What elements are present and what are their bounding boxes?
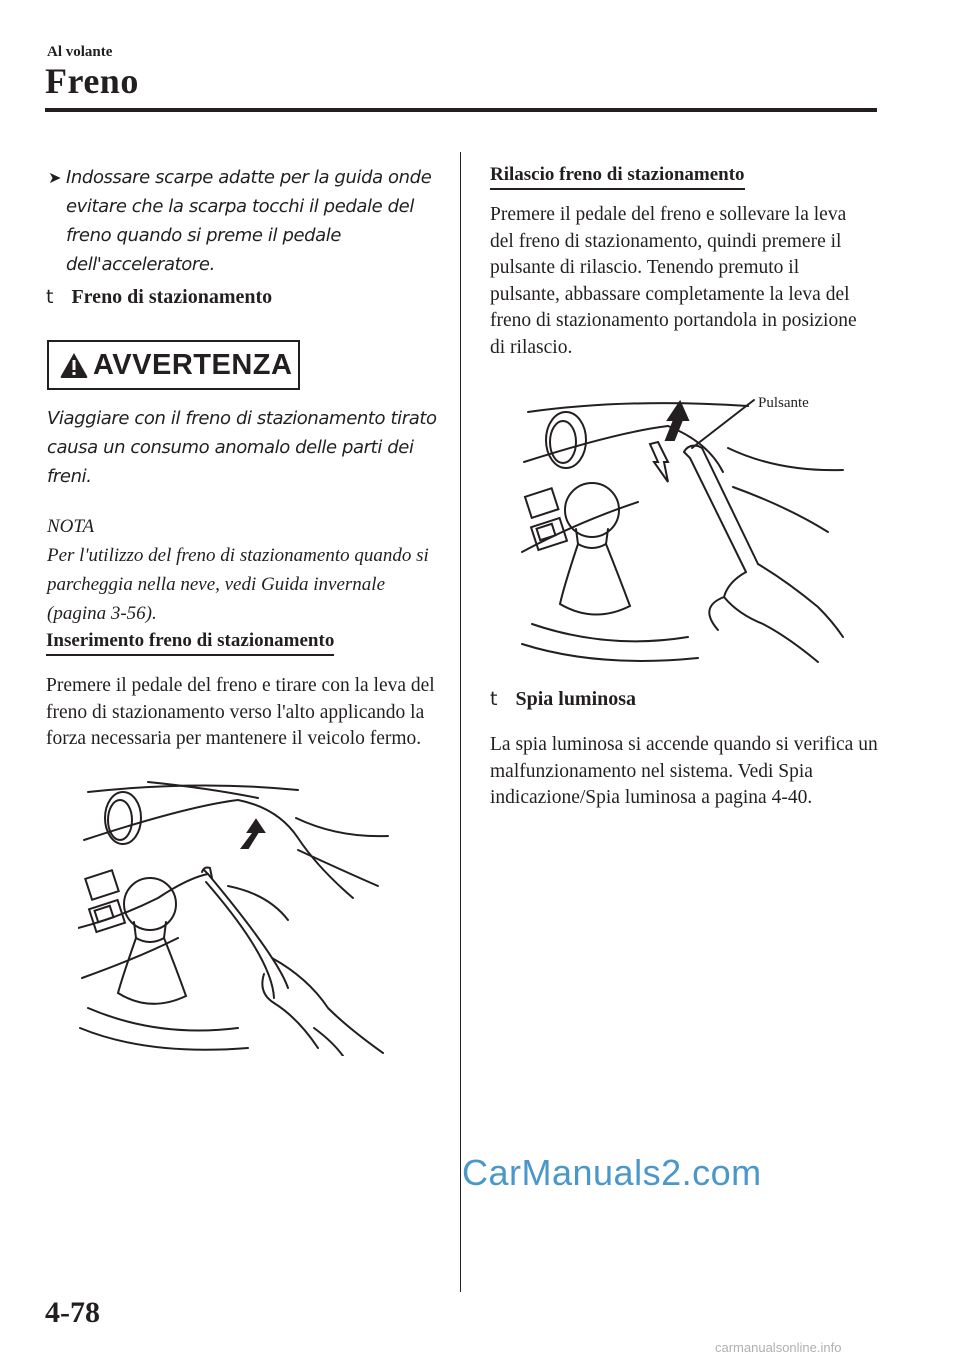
warning-triangle-icon [59, 351, 89, 379]
title-rule [45, 108, 877, 112]
release-text: Premere il pedale del freno e sollevare la leva del freno di stazionamento, quindi premere il pulsante di rilascio. Tenendo premuto il pulsante, abbassare completamente la leva del freno di stazionamento portandola in posizione di rilascio. [490, 204, 857, 358]
page-title: Freno [45, 61, 139, 101]
nota-block [47, 512, 447, 628]
subsection-title: Spia luminosa [515, 688, 637, 710]
release-heading-wrap [490, 164, 745, 186]
engage-heading-wrap [46, 630, 334, 652]
nota-text: Per l'utilizzo del freno di stazionamento quando si parcheggia nella neve, vedi Guida invernale (pagina 3-56). [47, 545, 429, 624]
engage-heading: Inserimento freno di stazionamento [46, 630, 334, 656]
warning-text: Viaggiare con il freno di stazionamento tirato causa un consumo anomalo delle parti dei freni. [47, 408, 437, 487]
warning-box [47, 340, 300, 390]
section-label: Al volante [47, 44, 113, 60]
engage-lever-figure [78, 778, 396, 1056]
button-callout-label: Pulsante [758, 395, 809, 411]
release-heading: Rilascio freno di stazionamento [490, 164, 745, 190]
release-lever-figure [518, 392, 848, 670]
parking-brake-heading [46, 286, 272, 309]
shoe-bullet [48, 163, 438, 279]
warning-light-heading [490, 688, 636, 711]
engage-text: Premere il pedale del freno e tirare con la leva del freno di stazionamento verso l'alto applicando la forza necessaria per mantenere il veicolo fermo. [46, 675, 435, 749]
footer-site: carmanualsonline.info [715, 1340, 842, 1355]
watermark: CarManuals2.com [462, 1152, 762, 1193]
bullet-text: Indossare scarpe adatte per la guida onde evitare che la scarpa tocchi il pedale del freno quando si preme il pedale dell'acceleratore. [66, 167, 432, 275]
column-divider [460, 152, 461, 1292]
nota-label: NOTA [47, 516, 95, 537]
subsection-title: Freno di stazionamento [71, 286, 273, 308]
warning-label: AVVERTENZA [93, 349, 293, 381]
subsection-marker: t [490, 688, 498, 710]
subsection-marker: t [46, 286, 54, 308]
arrow-bullet-icon: ➤ [48, 168, 62, 187]
page-number: 4-78 [45, 1296, 100, 1329]
warning-light-text: La spia luminosa si accende quando si verifica un malfunzionamento nel sistema. Vedi Spia indicazione/Spia luminosa a pagina 4-40. [490, 734, 878, 808]
